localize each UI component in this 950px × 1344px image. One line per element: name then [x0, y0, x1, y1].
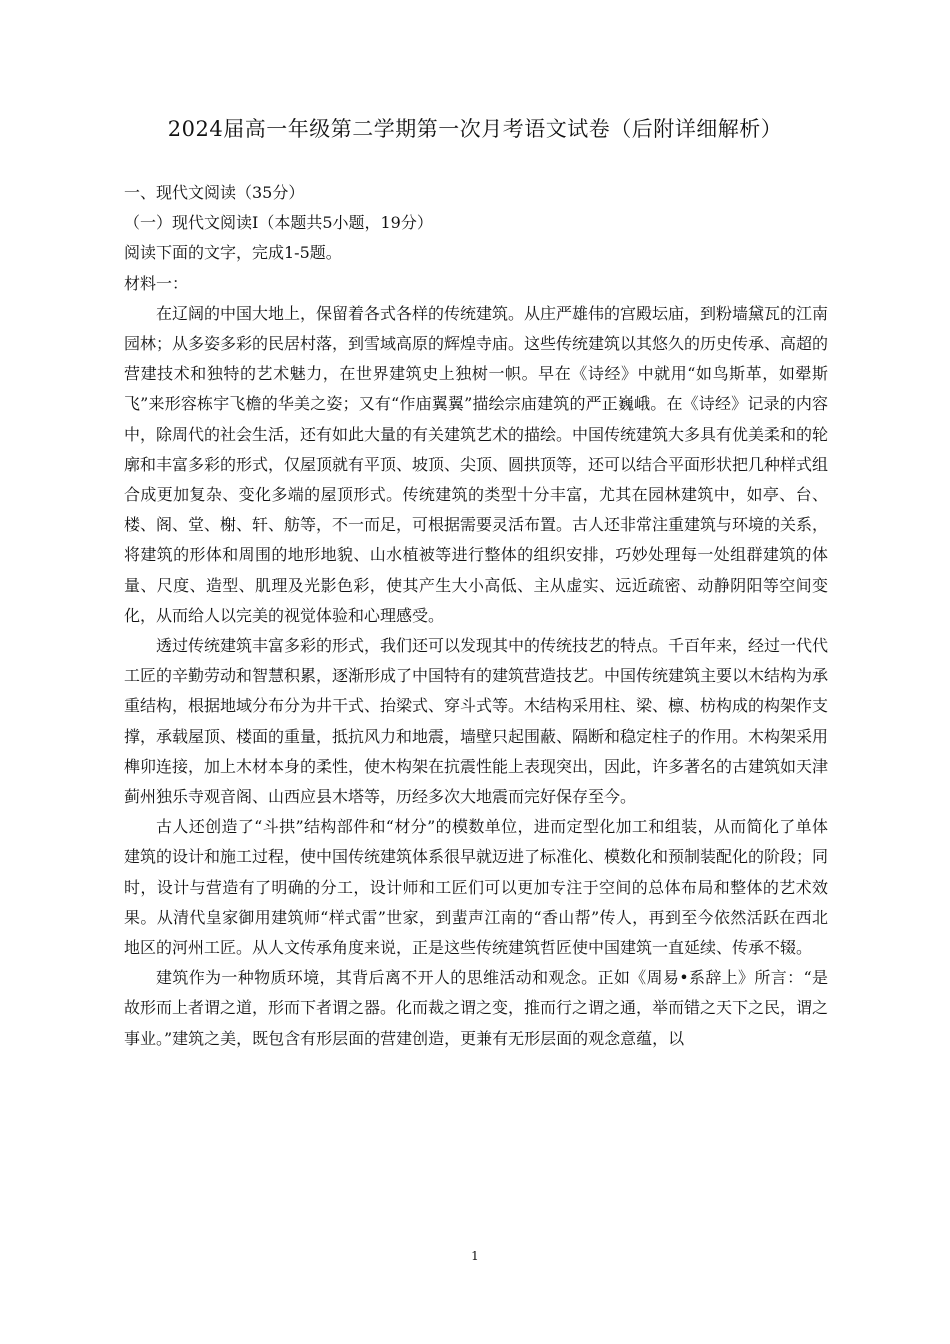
paragraph-1: 在辽阔的中国大地上，保留着各式各样的传统建筑。从庄严雄伟的宫殿坛庙，到粉墙黛瓦的江南园林；从多姿多彩的民居村落，到雪域高原的辉煌寺庙。这些传统建筑以其悠久的历史传承、高超的营建技术和独特的艺术魅力，在世界建筑史上独树一帜。早在《诗经》中就用“如鸟斯革，如翚斯飞”来形容栋宇飞檐的华美之姿；又有“作庙翼翼”描绘宗庙建筑的严正巍峨。在《诗经》记录的内容中，除周代的社会生活，还有如此大量的有关建筑艺术的描绘。中国传统建筑大多具有优美柔和的轮廓和丰富多彩的形式，仅屋顶就有平顶、坡顶、尖顶、圆拱顶等，还可以结合平面形状把几种样式组合成更加复杂、变化多端的屋顶形式。传统建筑的类型十分丰富，尤其在园林建筑中，如亭、台、楼、阁、堂、榭、轩、舫等，不一而足，可根据需要灵活布置。古人还非常注重建筑与环境的关系，将建筑的形体和周围的地形地貌、山水植被等进行整体的组织安排，巧妙处理每一处组群建筑的体量、尺度、造型、肌理及光影色彩，使其产生大小高低、主从虚实、远近疏密、动静阴阳等空间变化，从而给人以完美的视觉体验和心理感受。	[124, 303, 829, 625]
subsection-heading: （一）现代文阅读Ⅰ（本题共5小题，19分）	[124, 213, 433, 233]
document-title: 2024届高一年级第二学期第一次月考语文试卷（后附详细解析）	[167, 117, 783, 141]
paragraph-4: 建筑作为一种物质环境，其背后离不开人的思维活动和观念。正如《周易•系辞上》所言：“是故形而上者谓之道，形而下者谓之器。化而裁之谓之变，推而行之谓之通，举而错之天下之民，谓之事业。”建筑之美，既包含有形层面的营建创造，更兼有无形层面的观念意蕴，以	[124, 968, 829, 1048]
document-body	[124, 178, 828, 1054]
section-heading: 一、现代文阅读（35分）	[124, 183, 305, 202]
paragraph-2: 透过传统建筑丰富多彩的形式，我们还可以发现其中的传统技艺的特点。千百年来，经过一代代工匠的辛勤劳动和智慧积累，逐渐形成了中国特有的建筑营造技艺。中国传统建筑主要以木结构为承重结构，根据地域分布分为井干式、抬梁式、穿斗式等。木结构采用柱、梁、檩、枋构成的构架作支撑，承载屋顶、楼面的重量，抵抗风力和地震，墙壁只起围蔽、隔断和稳定柱子的作用。木构架采用榫卯连接，加上木材本身的柔性，使木构架在抗震性能上表现突出，因此，许多著名的古建筑如天津蓟州独乐寺观音阁、山西应县木塔等，历经多次大地震而完好保存至今。	[124, 636, 829, 807]
material-label: 材料一：	[124, 273, 189, 293]
page-number: 1	[471, 1249, 479, 1263]
paragraph-3: 古人还创造了“斗拱”结构部件和“材分”的模数单位，进而定型化加工和组装，从而简化了单体建筑的设计和施工过程，使中国传统建筑体系很早就迈进了标准化、模数化和预制装配化的阶段；同时，设计与营造有了明确的分工，设计师和工匠们可以更加专注于空间的总体布局和整体的艺术效果。从清代皇家御用建筑师“样式雷”世家，到蜚声江南的“香山帮”传人，再到至今依然活跃在西北地区的河州工匠。从人文传承角度来说，正是这些传统建筑哲匠使中国建筑一直延续、传承不辍。	[124, 817, 829, 958]
reading-instruction: 阅读下面的文字，完成1-5题。	[124, 243, 342, 263]
